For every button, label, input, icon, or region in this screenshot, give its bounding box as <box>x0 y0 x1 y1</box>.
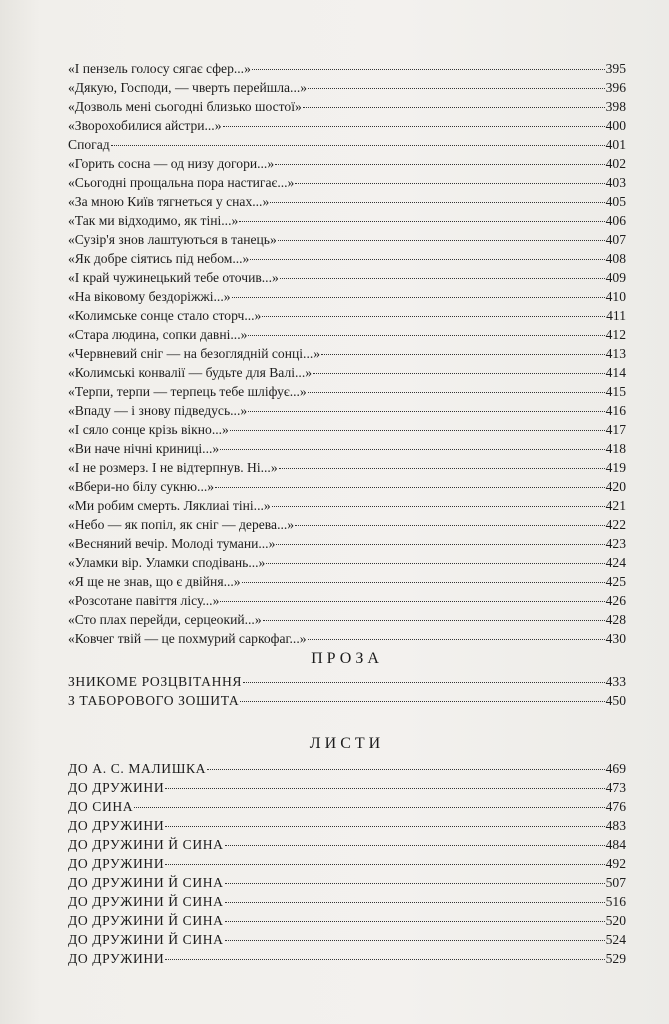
page-number: 476 <box>605 799 626 814</box>
toc-entry <box>68 672 626 691</box>
entry-title: ДО ДРУЖИНИ <box>68 856 165 871</box>
entry-title: «Я ще не знав, що є двійня...» <box>68 574 241 589</box>
page-number: 414 <box>605 365 626 380</box>
toc-entry <box>68 420 626 439</box>
entry-title: «Дозволь мені сьогодні близько шостої» <box>68 99 302 114</box>
toc-entry <box>68 59 626 78</box>
dot-leader <box>252 68 605 70</box>
entry-title: «Колимське сонце стало сторч...» <box>68 308 262 323</box>
page-number: 401 <box>605 137 626 152</box>
toc-entry <box>68 778 626 797</box>
entry-title: «За мною Київ тягнеться у снах...» <box>68 194 270 209</box>
entry-title: «Так ми відходимо, як тіні...» <box>68 213 239 228</box>
page-number: 450 <box>605 693 626 708</box>
toc-entry <box>68 629 626 648</box>
toc-entry <box>68 154 626 173</box>
dot-leader <box>111 144 605 146</box>
toc-entry <box>68 610 626 629</box>
page-number: 415 <box>605 384 626 399</box>
page-number: 516 <box>605 894 626 909</box>
dot-leader <box>313 372 605 374</box>
entry-title: «І пензель голосу сягає сфер...» <box>68 61 251 76</box>
toc-entry <box>68 249 626 268</box>
page-number: 417 <box>605 422 626 437</box>
entry-title: «На віковому бездоріжжі...» <box>68 289 231 304</box>
entry-title: ДО ДРУЖИНИ Й СИНА <box>68 932 224 947</box>
proza-heading: ПРОЗА <box>311 650 383 667</box>
entry-title: ДО ДРУЖИНИ <box>68 780 165 795</box>
dot-leader <box>225 920 605 922</box>
dot-leader <box>250 258 604 260</box>
dot-leader <box>242 581 605 583</box>
page-number: 396 <box>605 80 626 95</box>
page-number: 412 <box>605 327 626 342</box>
toc-entry <box>68 439 626 458</box>
toc-entry <box>68 401 626 420</box>
dot-leader <box>239 220 604 222</box>
toc-entry <box>68 306 626 325</box>
dot-leader <box>165 787 604 789</box>
dot-leader <box>220 600 604 602</box>
toc-entry <box>68 458 626 477</box>
dot-leader <box>295 524 605 526</box>
entry-title: «Горить сосна — од низу догори...» <box>68 156 275 171</box>
entry-title: ДО ДРУЖИНИ Й СИНА <box>68 837 224 852</box>
toc-entry <box>68 911 626 930</box>
entry-title: ДО ДРУЖИНИ Й СИНА <box>68 913 224 928</box>
toc-entry <box>68 873 626 892</box>
toc-entry <box>68 816 626 835</box>
dot-leader <box>232 296 605 298</box>
page-number: 400 <box>605 118 626 133</box>
dot-leader <box>308 87 605 89</box>
entry-title: ДО А. С. МАЛИШКА <box>68 761 207 776</box>
dot-leader <box>223 125 605 127</box>
entry-title: Спогад <box>68 137 110 152</box>
toc-entry <box>68 892 626 911</box>
page-number: 402 <box>605 156 626 171</box>
page-number: 426 <box>605 593 626 608</box>
toc-entry <box>68 949 626 968</box>
entry-title: «Ви наче нічні криниці...» <box>68 441 220 456</box>
entry-title: ДО СИНА <box>68 799 134 814</box>
dot-leader <box>225 844 605 846</box>
entry-title: «І сяло сонце крізь вікно...» <box>68 422 229 437</box>
entry-title: З ТАБОРОВОГО ЗОШИТА <box>68 693 240 708</box>
dot-leader <box>279 467 605 469</box>
entry-title: «І край чужинецький тебе оточив...» <box>68 270 279 285</box>
entry-title: «Як добре сіятись під небом...» <box>68 251 250 266</box>
dot-leader <box>270 201 604 203</box>
page-number: 413 <box>605 346 626 361</box>
entry-title: «Зворохобилися айстри...» <box>68 118 222 133</box>
toc-entry <box>68 835 626 854</box>
page-number: 410 <box>605 289 626 304</box>
dot-leader <box>275 163 604 165</box>
page-number: 422 <box>605 517 626 532</box>
lysty-heading: ЛИСТИ <box>309 735 385 752</box>
toc-entry <box>68 325 626 344</box>
dot-leader <box>295 182 604 184</box>
toc-entry <box>68 135 626 154</box>
toc-entry <box>68 534 626 553</box>
entry-title: «Ковчег твій — це похмурий саркофаг...» <box>68 631 307 646</box>
page-number: 473 <box>605 780 626 795</box>
toc-entry <box>68 211 626 230</box>
page-number: 419 <box>605 460 626 475</box>
toc-entry <box>68 116 626 135</box>
dot-leader <box>207 768 605 770</box>
dot-leader <box>225 882 605 884</box>
dot-leader <box>248 410 604 412</box>
dot-leader <box>220 448 604 450</box>
toc-entry <box>68 691 626 710</box>
toc-entry <box>68 363 626 382</box>
entry-title: «Впаду — і знову підведусь...» <box>68 403 248 418</box>
page-number: 469 <box>605 761 626 776</box>
entry-title: «Колимські конвалії — будьте для Валі...» <box>68 365 313 380</box>
page-number: 428 <box>605 612 626 627</box>
poems-list <box>68 59 626 648</box>
toc-entry <box>68 854 626 873</box>
dot-leader <box>276 543 604 545</box>
dot-leader <box>240 700 604 702</box>
dot-leader <box>262 315 605 317</box>
dot-leader <box>321 353 605 355</box>
proza-list <box>68 672 626 710</box>
page-number: 424 <box>605 555 626 570</box>
toc-entry <box>68 477 626 496</box>
page-number: 423 <box>605 536 626 551</box>
page-number: 425 <box>605 574 626 589</box>
toc-entry <box>68 572 626 591</box>
toc-entry <box>68 192 626 211</box>
page-number: 418 <box>605 441 626 456</box>
toc-entry <box>68 797 626 816</box>
toc-entry <box>68 591 626 610</box>
entry-title: «Ми робим смерть. Ляклиаі тіні...» <box>68 498 271 513</box>
page-number: 398 <box>605 99 626 114</box>
toc-entry <box>68 553 626 572</box>
toc-entry <box>68 287 626 306</box>
dot-leader <box>308 638 605 640</box>
dot-leader <box>248 334 604 336</box>
page-number: 406 <box>605 213 626 228</box>
toc-entry <box>68 515 626 534</box>
page-number: 430 <box>605 631 626 646</box>
dot-leader <box>165 958 604 960</box>
page-number: 420 <box>605 479 626 494</box>
page-number: 520 <box>605 913 626 928</box>
dot-leader <box>230 429 605 431</box>
page-number: 421 <box>605 498 626 513</box>
entry-title: «Терпи, терпи — терпець тебе шліфує...» <box>68 384 307 399</box>
page-number: 408 <box>605 251 626 266</box>
entry-title: ЗНИКОМЕ РОЗЦВІТАННЯ <box>68 674 243 689</box>
toc-entry <box>68 759 626 778</box>
entry-title: «Уламки вір. Уламки сподівань...» <box>68 555 266 570</box>
toc-entry <box>68 268 626 287</box>
entry-title: «Дякую, Господи, — чверть перейшла...» <box>68 80 308 95</box>
page-number: 484 <box>605 837 626 852</box>
dot-leader <box>225 939 605 941</box>
entry-title: ДО ДРУЖИНИ <box>68 951 165 966</box>
toc-entry <box>68 78 626 97</box>
entry-title: «І не розмерз. І не відтерпнув. Ні...» <box>68 460 278 475</box>
entry-title: ДО ДРУЖИНИ Й СИНА <box>68 875 224 890</box>
dot-leader <box>243 681 605 683</box>
entry-title: «Вбери-но білу сукню...» <box>68 479 215 494</box>
entry-title: «Небо — як попіл, як сніг — дерева...» <box>68 517 295 532</box>
entry-title: «Стара людина, сопки давні...» <box>68 327 248 342</box>
toc-entry <box>68 344 626 363</box>
entry-title: «Весняний вечір. Молоді тумани...» <box>68 536 276 551</box>
page-number: 524 <box>605 932 626 947</box>
entry-title: «Сто плах перейди, серцеокий...» <box>68 612 262 627</box>
dot-leader <box>165 863 604 865</box>
page-number: 507 <box>605 875 626 890</box>
entry-title: ДО ДРУЖИНИ Й СИНА <box>68 894 224 909</box>
toc-entry <box>68 382 626 401</box>
dot-leader <box>215 486 605 488</box>
toc-entry <box>68 173 626 192</box>
dot-leader <box>308 391 605 393</box>
dot-leader <box>280 277 605 279</box>
entry-title: «Сузір'я знов лаштуються в танець» <box>68 232 277 247</box>
page-number: 395 <box>605 61 626 76</box>
page-number: 405 <box>605 194 626 209</box>
page-number: 483 <box>605 818 626 833</box>
dot-leader <box>278 239 605 241</box>
page-number: 409 <box>605 270 626 285</box>
page-number: 433 <box>605 674 626 689</box>
page-number: 529 <box>605 951 626 966</box>
page-number: 411 <box>606 308 626 323</box>
dot-leader <box>303 106 605 108</box>
dot-leader <box>225 901 605 903</box>
dot-leader <box>134 806 604 808</box>
dot-leader <box>272 505 605 507</box>
entry-title: «Червневий сніг — на безоглядній сонці...» <box>68 346 321 361</box>
toc-entry <box>68 496 626 515</box>
page-number: 416 <box>605 403 626 418</box>
entry-title: ДО ДРУЖИНИ <box>68 818 165 833</box>
lysty-list <box>68 759 626 968</box>
page-number: 403 <box>605 175 626 190</box>
page-number: 492 <box>605 856 626 871</box>
dot-leader <box>263 619 605 621</box>
toc-entry <box>68 230 626 249</box>
dot-leader <box>165 825 604 827</box>
toc-entry <box>68 97 626 116</box>
entry-title: «Сьогодні прощальна пора настигає...» <box>68 175 295 190</box>
entry-title: «Розсотане павіття лісу...» <box>68 593 220 608</box>
dot-leader <box>266 562 604 564</box>
toc-entry <box>68 930 626 949</box>
page-number: 407 <box>605 232 626 247</box>
